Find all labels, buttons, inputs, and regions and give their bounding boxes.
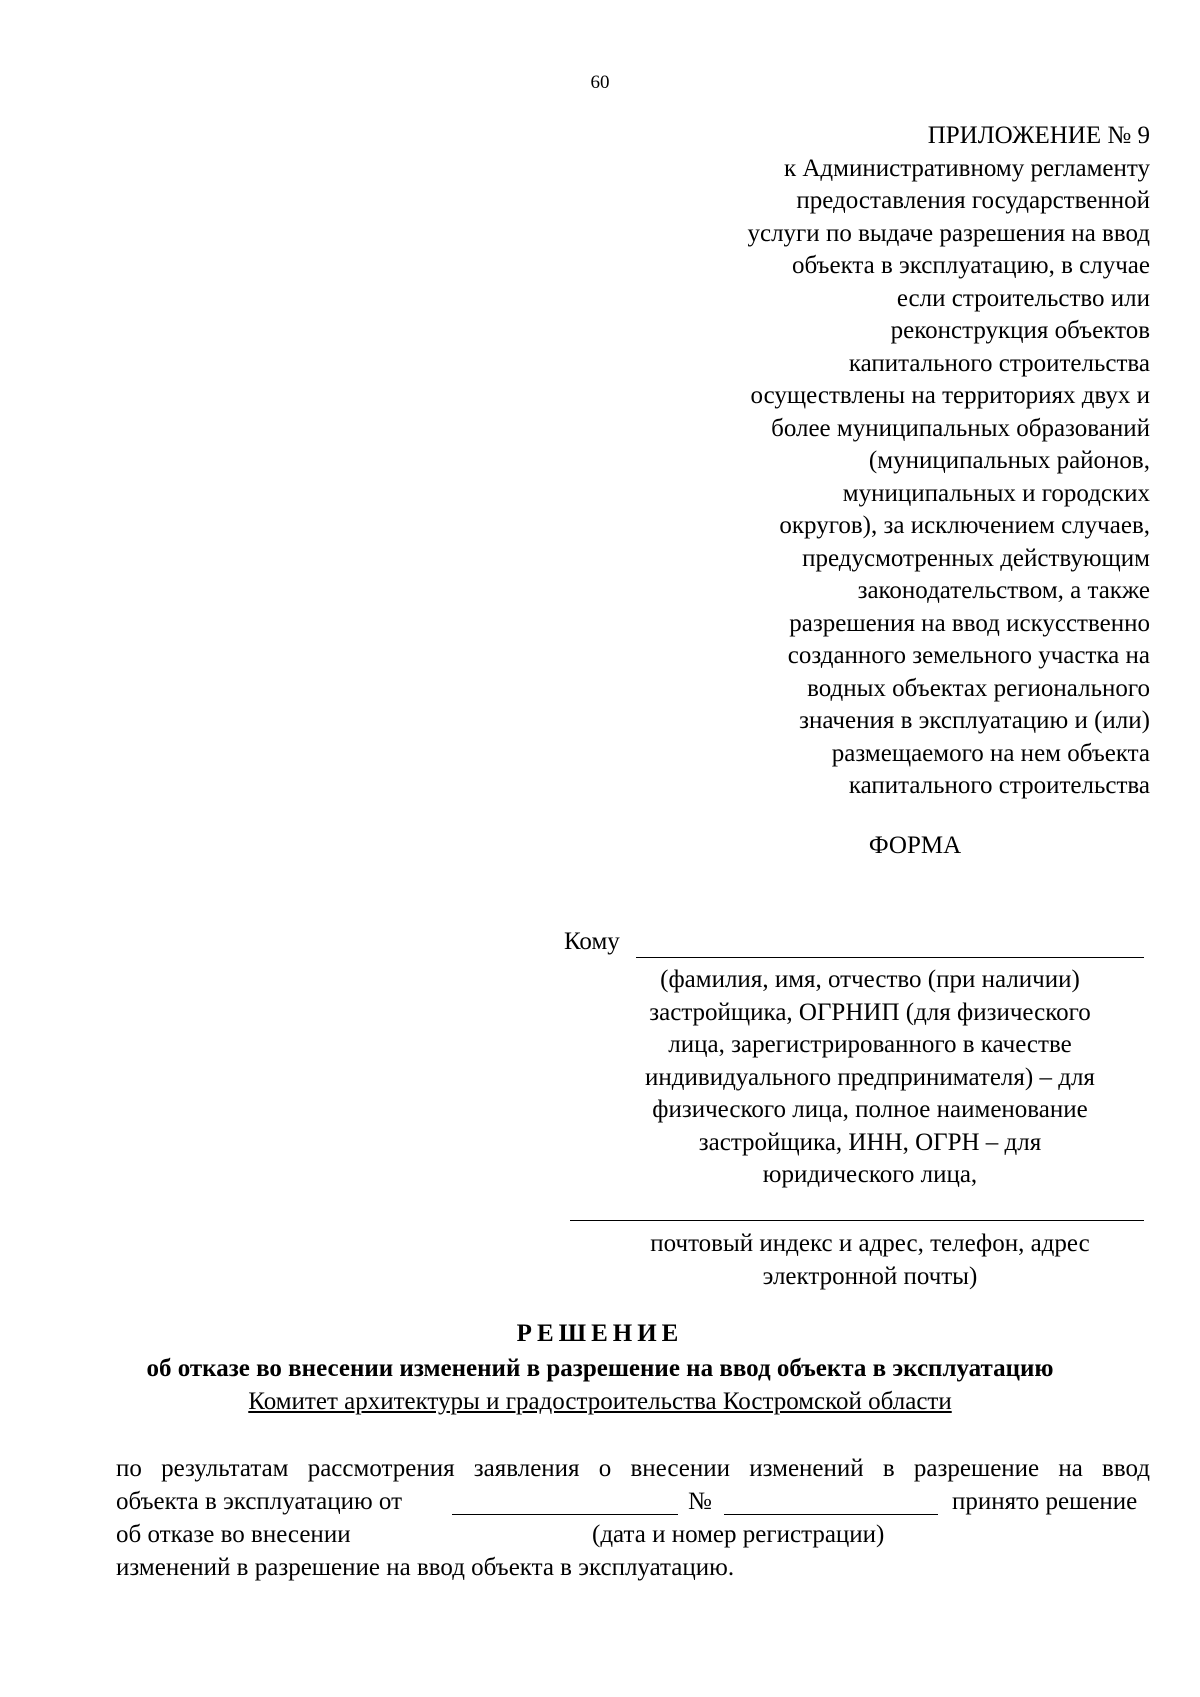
- recipient-description: [600, 964, 1140, 1192]
- recipient-description-line: (фамилия, имя, отчество (при наличии): [660, 966, 1080, 993]
- appendix-line: предусмотренных действующим: [802, 544, 1150, 572]
- decision-authority: [0, 1388, 1200, 1416]
- appendix-line: значения в эксплуатацию и (или): [799, 707, 1150, 734]
- recipient-description-line: индивидуального предпринимателя) – для: [645, 1063, 1095, 1091]
- recipient-address-blank[interactable]: [570, 1220, 1144, 1221]
- appendix-line: более муниципальных образований: [771, 414, 1150, 442]
- recipient-description-line: юридического лица,: [762, 1161, 978, 1188]
- recipient-description-line: застройщика, ОГРНИП (для физического: [649, 998, 1091, 1026]
- number-sign: №: [688, 1488, 712, 1515]
- appendix-line: осуществлены на территориях двух и: [750, 382, 1150, 409]
- appendix-header: [640, 120, 1150, 803]
- appendix-line: услуги по выдаче разрешения на ввод: [747, 219, 1150, 247]
- body-line-2-prefix: объекта в эксплуатацию от: [116, 1488, 402, 1515]
- recipient-name-blank[interactable]: [636, 957, 1144, 958]
- date-blank[interactable]: [452, 1514, 678, 1515]
- appendix-line: предоставления государственной: [796, 187, 1150, 214]
- appendix-line: размещаемого на нем объекта: [831, 739, 1150, 767]
- body-line-2-suffix: принято решение: [952, 1488, 1138, 1515]
- appendix-line: объекта в эксплуатацию, в случае: [791, 252, 1150, 279]
- appendix-line: если строительство или: [896, 284, 1150, 312]
- recipient-field: [564, 928, 1144, 964]
- recipient-description-line: лица, зарегистрированного в качестве: [668, 1031, 1072, 1058]
- appendix-line: к Административному регламенту: [783, 154, 1150, 182]
- appendix-line: капитального строительства: [848, 349, 1150, 377]
- recipient-description-line: застройщика, ИНН, ОГРН – для: [698, 1128, 1042, 1156]
- form-label: ФОРМА: [868, 832, 962, 859]
- page-number: 60: [590, 72, 610, 93]
- registration-hint: (дата и номер регистрации): [592, 1521, 885, 1548]
- decision-title: РЕШЕНИЕ: [516, 1320, 684, 1347]
- recipient-address-line: электронной почты): [762, 1262, 978, 1290]
- appendix-line: разрешения на ввод искусственно: [789, 609, 1150, 637]
- appendix-line: ПРИЛОЖЕНИЕ № 9: [927, 122, 1150, 149]
- appendix-line: созданного земельного участка на: [787, 642, 1150, 669]
- recipient-description-line: физического лица, полное наименование: [652, 1096, 1088, 1123]
- appendix-line: муниципальных и городских: [842, 479, 1150, 507]
- appendix-line: округов), за исключением случаев,: [779, 512, 1150, 539]
- recipient-to-label: Кому: [564, 928, 620, 955]
- appendix-line: законодательством, а также: [857, 577, 1150, 604]
- body-line-1: по результатам рассмотрения заявления о внесении изменений в разрешение на ввод: [116, 1455, 1150, 1482]
- appendix-line: (муниципальных районов,: [868, 447, 1150, 474]
- registration-number-blank[interactable]: [724, 1514, 938, 1515]
- body-line-3-prefix: об отказе во внесении: [116, 1521, 351, 1548]
- decision-subtitle: об отказе во внесении изменений в разрешение на ввод объекта в эксплуатацию: [146, 1355, 1054, 1382]
- authority-name: Комитет архитектуры и градостроительства Костромской области: [248, 1388, 952, 1415]
- recipient-address-line: почтовый индекс и адрес, телефон, адрес: [650, 1230, 1090, 1257]
- body-line-4: изменений в разрешение на ввод объекта в эксплуатацию.: [116, 1554, 735, 1581]
- appendix-line: реконструкция объектов: [890, 317, 1150, 344]
- appendix-line: водных объектах регионального: [807, 674, 1150, 702]
- recipient-address-hint: [600, 1228, 1140, 1293]
- appendix-line: капитального строительства: [848, 772, 1150, 799]
